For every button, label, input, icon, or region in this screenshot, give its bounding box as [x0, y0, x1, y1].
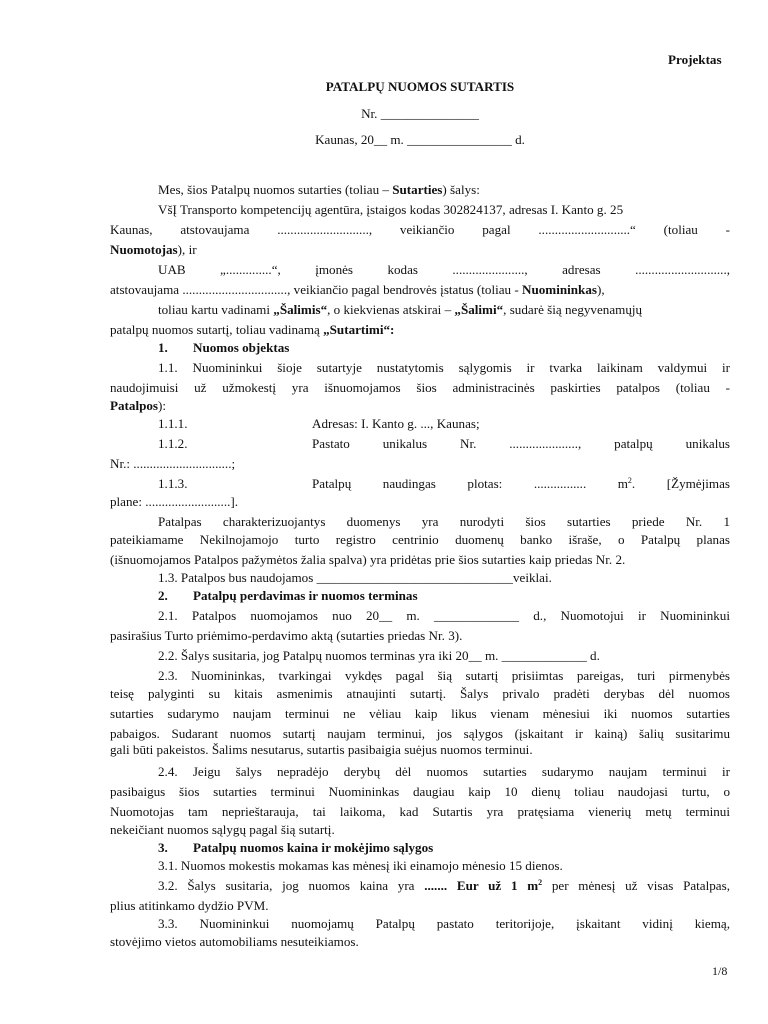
- section-3-number: 3.: [158, 840, 168, 855]
- item-1-1-1-number: 1.1.1.: [158, 416, 188, 431]
- item-1-1-3-text: Patalpų naudingas plotas: ................ $m^2$. [Žymėjimas: [312, 476, 730, 491]
- clause-3-2-line-1: 3.2. Šalys susitaria, jog nuomos kaina yra ....... Eur už 1 $m^2$ per mėnesį už visas Patalpas,: [158, 878, 730, 893]
- intro-line-3: Kaunas, atstovaujama ............................, veikiančio pagal ............................“ (toliau -: [110, 222, 730, 237]
- clause-2-3-line-3: sutarties sudarymo naujam terminui ne vėliau kaip likus vienam mėnesiui iki nuomos sutarties: [110, 706, 730, 721]
- clause-2-3-line-4: pabaigos. Sudarant nuomos sutartį naujam terminui, jos sąlygos (įskaitant ir kainą) šalių susitarimu: [110, 726, 730, 741]
- clause-1-1-line-1: 1.1. Nuomininkui šioje sutartyje nustatytomis sąlygomis ir tvarka laikinam valdymui ir: [158, 360, 730, 375]
- section-1-heading: Nuomos objektas: [193, 340, 290, 355]
- item-1-1-2-number: 1.1.2.: [158, 436, 188, 451]
- intro-line-5: UAB „..............“, įmonės kodas ......................, adresas ............................,: [158, 262, 730, 277]
- project-label: Projektas: [668, 52, 722, 67]
- clause-1-1-line-3: Patalpos):: [110, 398, 167, 413]
- clause-2-4-line-2: pasibaigus šios sutarties terminui Nuomininkas daugiau kaip 10 dienų toliau naudojasi turtu, o: [110, 784, 730, 799]
- item-1-1-3-number: 1.1.3.: [158, 476, 188, 491]
- clause-2-3-line-1: 2.3. Nuomininkas, tvarkingai vykdęs pagal šią sutartį prisiimtas pareigas, turi pirmenybės: [158, 668, 730, 683]
- document-number: Nr. _______________: [361, 106, 479, 121]
- clause-3-3-line-2: stovėjimo vietos automobiliams nesuteikiamos.: [110, 934, 359, 949]
- intro-line-1: Mes, šios Patalpų nuomos sutarties (toliau – Sutarties) šalys:: [158, 182, 480, 197]
- clause-2-1-line-1: 2.1. Patalpos nuomojamos nuo 20__ m. _____________ d., Nuomotojui ir Nuomininkui: [158, 608, 730, 623]
- intro-line-6: atstovaujama ................................, veikiančio pagal bendrovės įstatus (toliau - Nuomininkas),: [110, 282, 605, 297]
- document-title: PATALPŲ NUOMOS SUTARTIS: [325, 79, 515, 94]
- item-1-1-2-text: Pastato unikalus Nr. ....................., patalpų unikalus: [312, 436, 730, 451]
- clause-2-3-line-2: teisę palyginti su kitais asmenimis atnaujinti sutartį. Šalys privalo pradėti derybas dėl nuomos: [110, 686, 730, 701]
- clause-3-2-line-2: plius atitinkamo dydžio PVM.: [110, 898, 269, 913]
- place-date-line: Kaunas, 20__ m. ________________ d.: [315, 132, 525, 147]
- characteristics-line-1: Patalpas charakterizuojantys duomenys yra nurodyti šios sutarties priede Nr. 1: [158, 514, 730, 529]
- section-1-number: 1.: [158, 340, 168, 355]
- clause-2-3-line-5: gali būti pakeistos. Šalims nesutarus, sutartis pasibaigia suėjus nuomos terminui.: [110, 742, 533, 757]
- clause-2-4-line-1: 2.4. Jeigu šalys nepradėjo derybų dėl nuomos sutarties sudarymo naujam terminui ir: [158, 764, 730, 779]
- clause-2-2: 2.2. Šalys susitaria, jog Patalpų nuomos terminas yra iki 20__ m. _____________ d.: [158, 648, 600, 663]
- clause-2-4-line-3: Nuomotojas tam neprieštarauja, tai laikoma, kad Sutartis yra pratęsiama vienerių metų terminui: [110, 804, 730, 819]
- item-1-1-2-line-2: Nr.: ..............................;: [110, 456, 236, 471]
- intro-line-8: patalpų nuomos sutartį, toliau vadinamą „Sutartimi“:: [110, 322, 395, 337]
- item-1-1-1-text: Adresas: I. Kanto g. ..., Kaunas;: [312, 416, 480, 431]
- intro-line-2: VšĮ Transporto kompetencijų agentūra, įstaigos kodas 302824137, adresas I. Kanto g. 25: [158, 202, 624, 217]
- page-number: 1/8: [712, 964, 728, 978]
- clause-2-1-line-2: pasirašius Turto priėmimo-perdavimo aktą (sutarties priedas Nr. 3).: [110, 628, 463, 643]
- item-1-1-3-line-2: plane: ..........................].: [110, 494, 239, 509]
- intro-line-7: toliau kartu vadinami „Šalimis“, o kiekvienas atskirai – „Šalimi“, sudarė šią negyvenamųjų: [158, 302, 643, 317]
- clause-3-1: 3.1. Nuomos mokestis mokamas kas mėnesį iki einamojo mėnesio 15 dienos.: [158, 858, 563, 873]
- clause-2-4-line-4: nekeičiant nuomos sąlygų pagal šią sutartį.: [110, 822, 335, 837]
- clause-1-1-line-2: naudojimuisi už užmokestį yra išnuomojamos šios administracinės paskirties patalpos (toliau -: [110, 380, 730, 395]
- characteristics-line-2: pateikiamame Nekilnojamojo turto registro centrinio duomenų banko išraše, o Patalpų planas: [110, 532, 730, 547]
- clause-3-3-line-1: 3.3. Nuomininkui nuomojamų Patalpų pastato teritorijoje, įskaitant vidinį kiemą,: [158, 916, 730, 931]
- clause-1-3: 1.3. Patalpos bus naudojamos ______________________________veiklai.: [158, 570, 552, 585]
- section-2-number: 2.: [158, 588, 168, 603]
- section-3-heading: Patalpų nuomos kaina ir mokėjimo sąlygos: [193, 840, 434, 855]
- intro-line-4: Nuomotojas), ir: [110, 242, 197, 257]
- section-2-heading: Patalpų perdavimas ir nuomos terminas: [193, 588, 418, 603]
- characteristics-line-3: (išnuomojamos Patalpos pažymėtos žalia spalva) yra pridėtas prie šios sutarties kaip priedas Nr. 2.: [110, 552, 626, 567]
